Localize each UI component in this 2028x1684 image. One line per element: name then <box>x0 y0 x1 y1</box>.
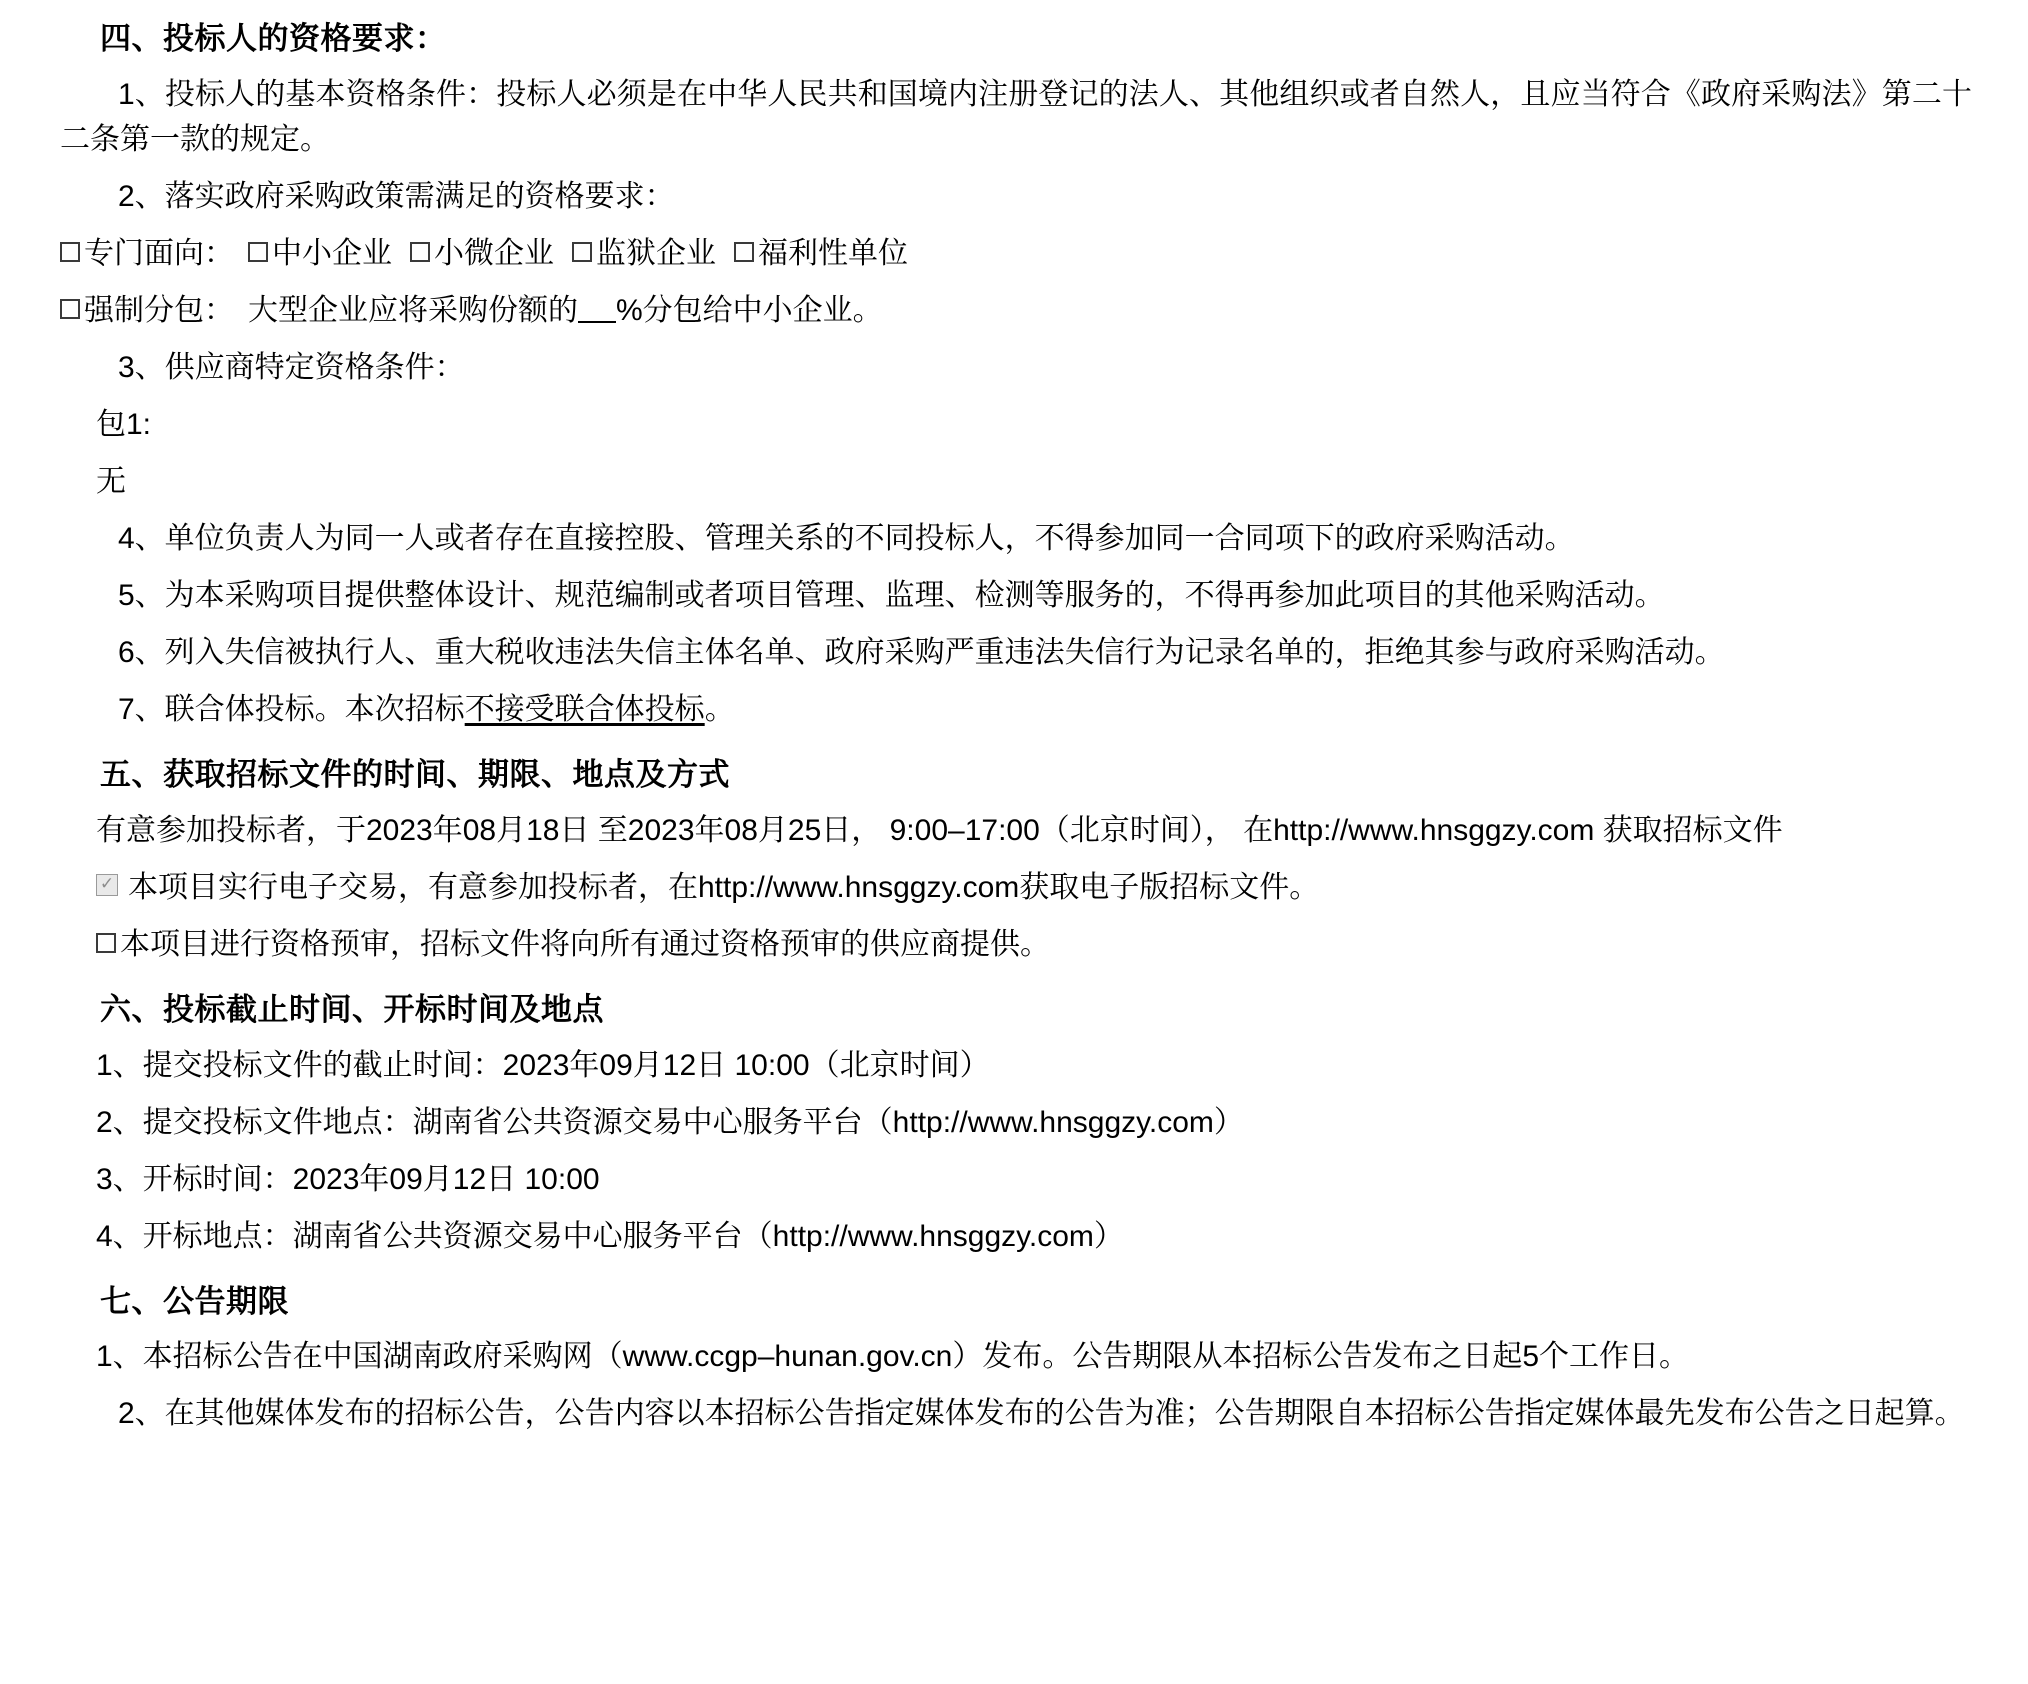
section4-item1-label: 1、投标人的基本资格条件： <box>118 77 497 111</box>
section-heading-7: 七、公告期限 <box>100 1283 289 1319</box>
section7-item2: 2、在其他媒体发布的招标公告，公告内容以本招标公告指定媒体发布的公告为准；公告期限自本招标公告指定媒体最先发布公告之日起算。 <box>118 1397 1965 1431</box>
mandatory-subcontract-row <box>60 288 1972 333</box>
section6-item3: 3、开标时间：2023年09月12日 10:00 <box>96 1162 600 1196</box>
section4-item7-underline: 不接受联合体投标 <box>464 692 705 726</box>
section-heading-4: 四、投标人的资格要求： <box>100 21 447 56</box>
section4-item7-after: 。 <box>704 692 735 726</box>
section6-item1: 1、提交投标文件的截止时间：2023年09月12日 10:00（北京时间） <box>96 1048 990 1082</box>
section4-item6: 6、列入失信被执行人、重大税收违法失信主体名单、政府采购严重违法失信行为记录名单的，拒绝其参与政府采购活动。 <box>118 635 1725 669</box>
section5-checkbox2-text: 本项目进行资格预审，招标文件将向所有通过资格预审的供应商提供。 <box>120 927 1050 961</box>
section4-item2-label: 2、落实政府采购政策需满足的资格要求： <box>118 179 675 213</box>
fill-in-blank[interactable] <box>578 321 616 323</box>
special-oriented-row <box>60 231 1972 276</box>
section5-checkbox2-row <box>96 922 1972 967</box>
option-welfare: 福利性单位 <box>758 236 908 270</box>
checkbox-electronic-trade[interactable] <box>96 874 118 896</box>
option-sme: 中小企业 <box>272 236 392 270</box>
checkbox-sme[interactable] <box>248 242 268 262</box>
section4-item5: 5、为本采购项目提供整体设计、规范编制或者项目管理、监理、检测等服务的，不得再参加此项目的其他采购活动。 <box>118 578 1665 612</box>
section5-line1: 有意参加投标者，于2023年08月18日 至2023年08月25日， 9:00–17:00（北京时间）， 在http://www.hnsggzy.com 获取招标文件 <box>96 813 1783 847</box>
package-label: 包1: <box>96 407 152 441</box>
section7-item1: 1、本招标公告在中国湖南政府采购网（www.ccgp–hunan.gov.cn）发布。公告期限从本招标公告发布之日起5个工作日。 <box>96 1340 1690 1374</box>
package-value: 无 <box>96 464 126 498</box>
section4-item7-before: 7、联合体投标。本次招标 <box>118 692 465 726</box>
section4-item1 <box>60 72 1972 162</box>
checkbox-prequalification[interactable] <box>96 933 116 953</box>
checkbox-mandatory-subcontract[interactable] <box>60 299 80 319</box>
section6-item4: 4、开标地点：湖南省公共资源交易中心服务平台（http://www.hnsggzy.com） <box>96 1219 1124 1253</box>
section4-item4: 4、单位负责人为同一人或者存在直接控股、管理关系的不同投标人，不得参加同一合同项下的政府采购活动。 <box>118 521 1575 555</box>
mandatory-subcontract-label: 强制分包： <box>84 293 234 327</box>
section4-item3-label: 3、供应商特定资格条件： <box>118 350 465 384</box>
checkbox-prison[interactable] <box>572 242 592 262</box>
special-oriented-label: 专门面向： <box>84 236 234 270</box>
section-heading-5: 五、获取招标文件的时间、期限、地点及方式 <box>100 756 730 792</box>
checkbox-special-oriented[interactable] <box>60 242 80 262</box>
option-micro: 小微企业 <box>434 236 554 270</box>
checkbox-micro[interactable] <box>410 242 430 262</box>
section4-item7 <box>60 687 1972 732</box>
section4-item1-text: 投标人必须是在中华人民共和国境内注册登记的法人、其他组织或者自然人，且应当符合《政府采购法》第二十二条第一款的规定。 <box>60 77 1973 156</box>
section5-checkbox1-text: 本项目实行电子交易，有意参加投标者，在http://www.hnsggzy.com获取电子版招标文件。 <box>128 870 1320 904</box>
mandatory-subcontract-text-before: 大型企业应将采购份额的 <box>248 293 578 327</box>
mandatory-subcontract-text-after: %分包给中小企业。 <box>616 293 883 327</box>
option-prison: 监狱企业 <box>596 236 716 270</box>
section6-item2: 2、提交投标文件地点：湖南省公共资源交易中心服务平台（http://www.hnsggzy.com） <box>96 1105 1244 1139</box>
section5-checkbox1-row <box>96 865 1972 910</box>
section-heading-6: 六、投标截止时间、开标时间及地点 <box>100 991 604 1027</box>
checkbox-welfare[interactable] <box>734 242 754 262</box>
